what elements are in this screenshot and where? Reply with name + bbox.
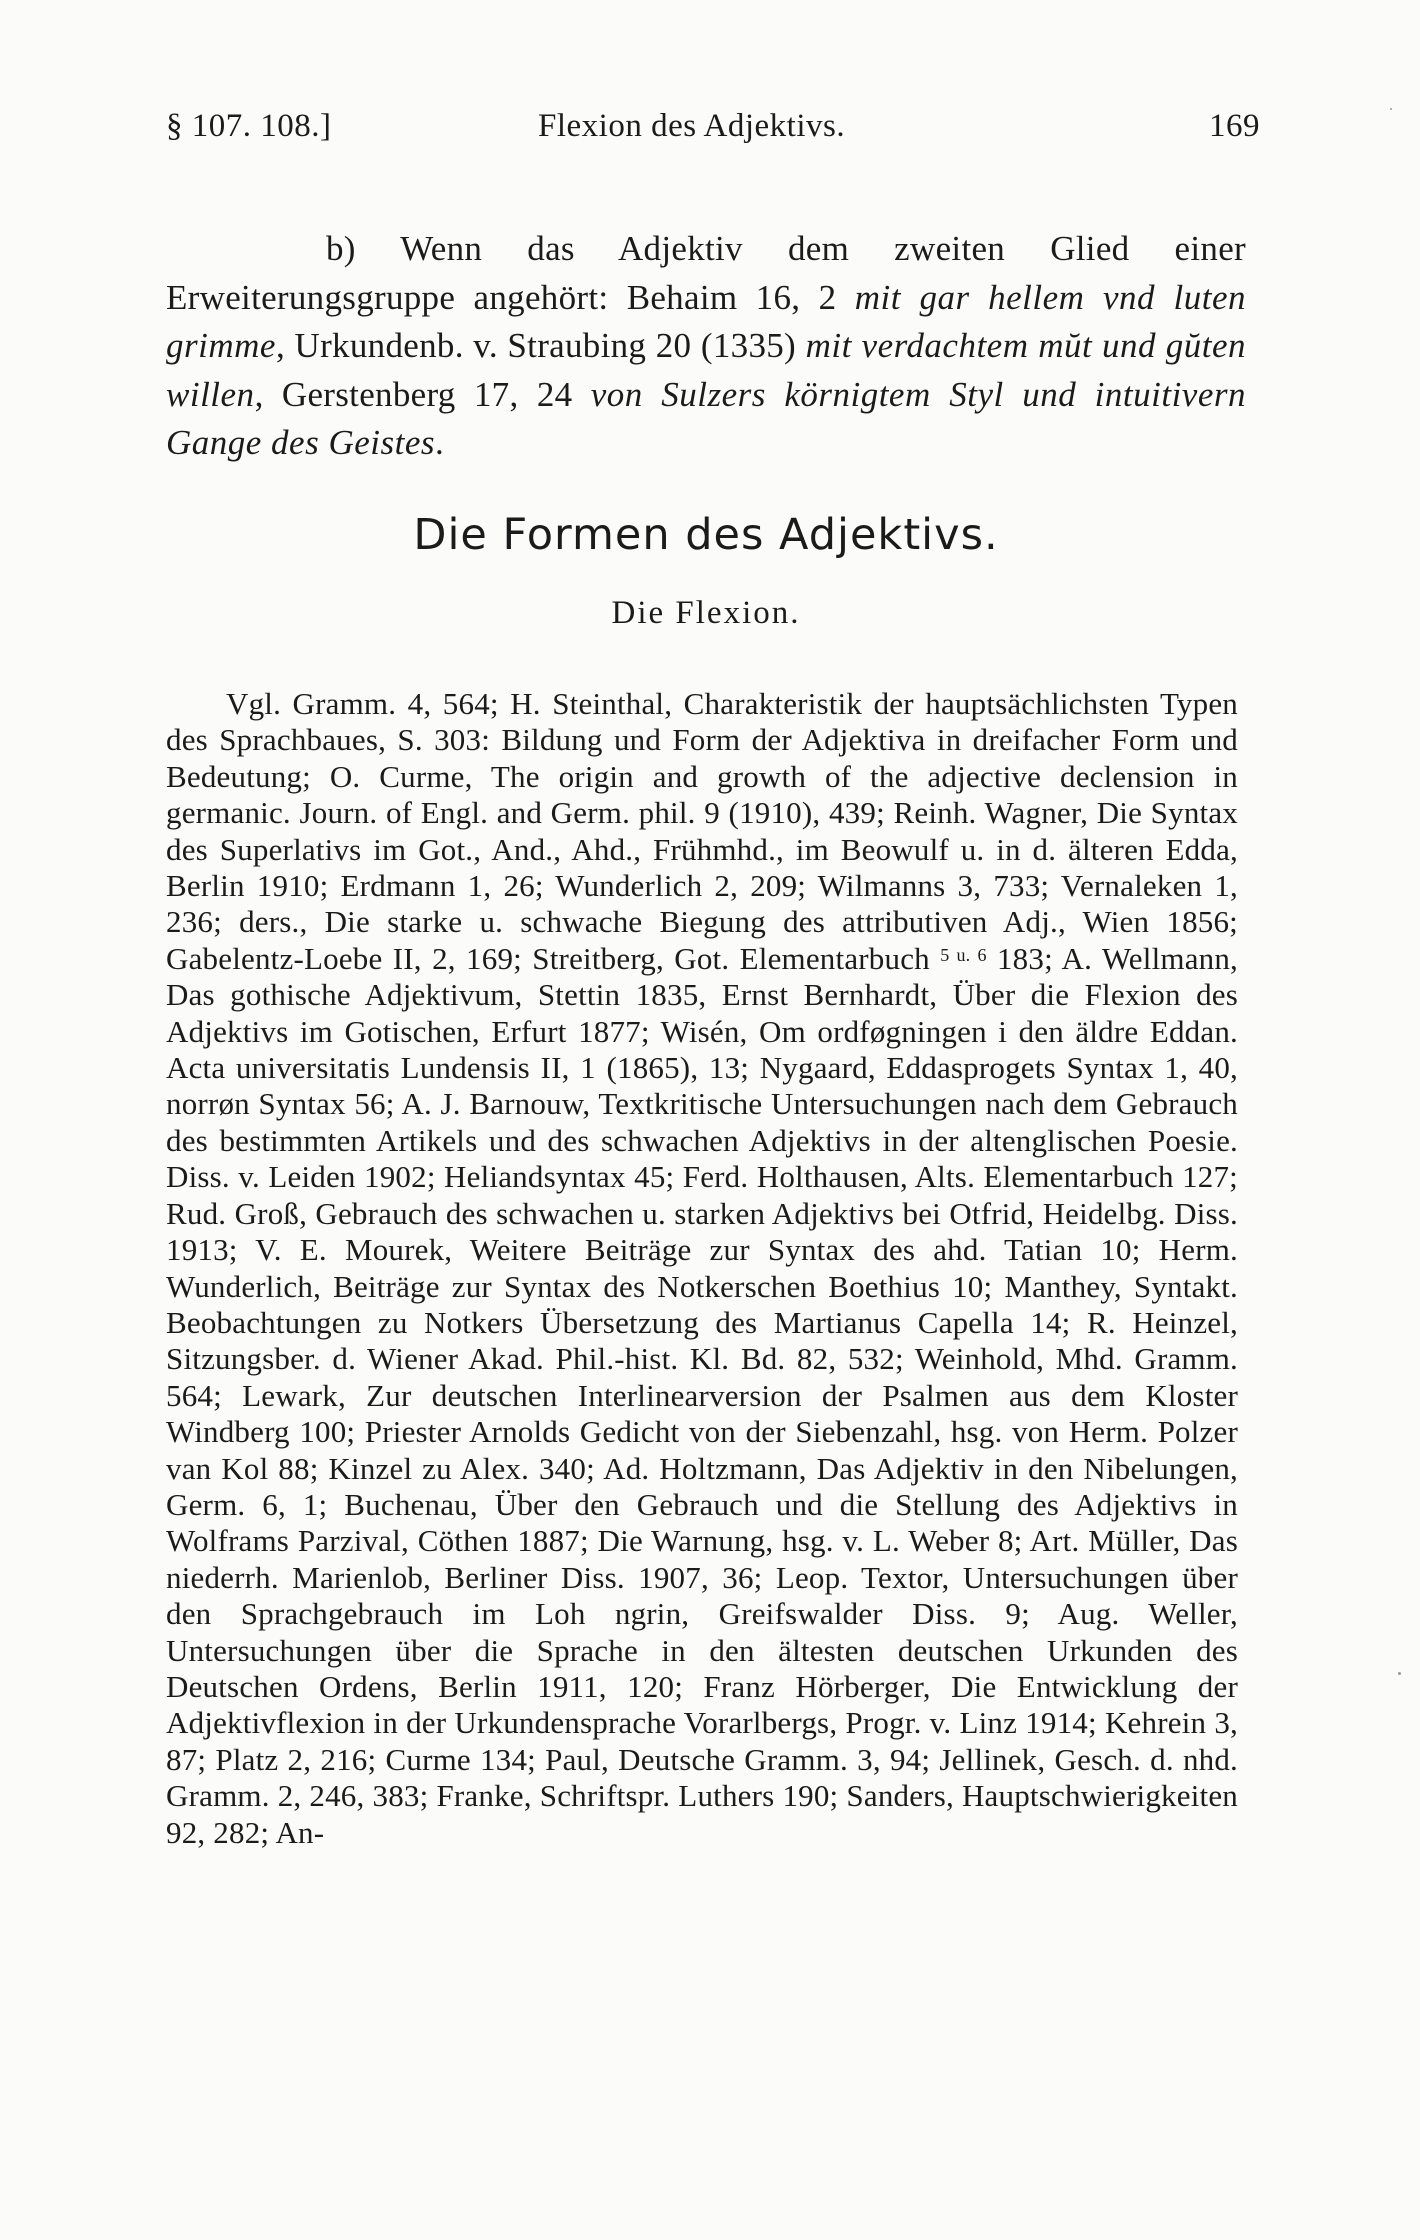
quotation: von Sulzers körnigtem Styl und intuitivern Gange des Geistes — [166, 374, 1246, 462]
section-reference: § 107. 108.] — [166, 108, 332, 144]
text-run: Wenn das Adjektiv dem zweiten Glied einer Erweiterungsgruppe angehört: Behaim 16, 2 — [166, 229, 1246, 317]
paragraph-label: b) — [326, 229, 356, 268]
text-run: , Urkundenb. v. Straubing 20 (1335) — [275, 326, 806, 365]
text-run: . — [435, 423, 445, 462]
bibliography-paragraph — [166, 686, 1238, 1851]
bibliography-text: Vgl. Gramm. 4, 564; H. Steinthal, Charakteristik der hauptsächlichsten Typen des Sprachbaues, S. 303: Bildung und Form der Adjektiva in dreifacher Form und Bedeutung; O. Curme, The origin and growth of the adjective declension in germanic. Journ. of Engl. and Germ. phil. 9 (1910), 439; Reinh. Wagner, Die Syntax des Superlativs im Got., And., Ahd., Frühmhd., im Beowulf u. in d. älteren Edda, Berlin 1910; Erdmann 1, 26; Wunderlich 2, 209; Wilmanns 3, 733; Vernaleken 1, 236; ders., Die starke u. schwache Biegung des attributiven Adj., Wien 1856; Gabelentz-Loebe II, 2, 169; Streitberg, Got. Elementarbuch — [166, 686, 1238, 976]
running-title: Flexion des Adjektivs. — [538, 108, 846, 144]
quotation: mit verdachtem mŭt und gŭten willen — [166, 326, 1246, 414]
bibliography-text: 183; A. Wellmann, Das gothische Adjektivum, Stettin 1835, Ernst Bernhardt, Über die Flexion des Adjektivs im Gotischen, Erfurt 1877; Wisén, Om ordføgningen i den äldre Eddan. Acta universitatis Lundensis II, 1 (1865), 13; Nygaard, Eddasprogets Syntax 1, 40, norrøn Syntax 56; A. J. Barnouw, Textkritische Untersuchungen nach dem Gebrauch des bestimmten Artikels und des schwachen Adjektivs in der altenglischen Poesie. Diss. v. Leiden 1902; Heliandsyntax 45; Ferd. Holthausen, Alts. Elementarbuch 127; Rud. Groß, Gebrauch des schwachen u. starken Adjektivs bei Otfrid, Heidelbg. Diss. 1913; V. E. Mourek, Weitere Beiträge zur Syntax des ahd. Tatian 10; Herm. Wunderlich, Beiträge zur Syntax des Notkerschen Boethius 10; Manthey, Syntakt. Beobachtungen zu Notkers Übersetzung des Martianus Capella 14; R. Heinzel, Sitzungsber. d. Wiener Akad. Phil.-hist. Kl. Bd. 82, 532; Weinhold, Mhd. Gramm. 564; Lewark, Zur deutschen Interlinearversion der Psalmen aus dem Kloster Windberg 100; Priester Arnolds Gedicht von der Siebenzahl, hsg. von Herm. Polzer van Kol 88; Kinzel zu Alex. 340; Ad. Holtzmann, Das Adjektiv in den Nibelungen, Germ. 6, 1; Buchenau, Über den Gebrauch und die Stellung des Adjektivs in Wolframs Parzival, Cöthen 1887; Die Warnung, hsg. v. L. Weber 8; Art. Müller, Das niederrh. Marienlob, Berliner Diss. 1907, 36; Leop. Textor, Untersuchungen über den Sprachgebrauch im Loh ngrin, Greifswalder Diss. 9; Aug. Weller, Untersuchungen über die Sprache in den ältesten deutschen Urkunden des Deutschen Ordens, Berlin 1911, 120; Franz Hörberger, Die Entwicklung der Adjektivflexion in der Urkundensprache Vorarlbergs, Progr. v. Linz 1914; Kehrein 3, 87; Platz 2, 216; Curme 134; Paul, Deutsche Gramm. 3, 94; Jellinek, Gesch. d. nhd. Gramm. 2, 246, 383; Franke, Schriftspr. Luthers 190; Sanders, Hauptschwierigkeiten 92, 282; An- — [166, 940, 1238, 1850]
section-heading: Die Formen des Adjektivs. — [413, 510, 999, 560]
scan-speck — [1398, 1672, 1401, 1675]
section-subheading: Die Flexion. — [611, 595, 801, 631]
scan-speck — [1390, 108, 1392, 110]
quotation: mit gar hellem vnd luten grimme — [166, 277, 1246, 365]
paragraph-b — [166, 225, 1246, 468]
edition-superscript: 5 u. 6 — [940, 944, 987, 965]
running-header — [166, 108, 1260, 148]
text-run: , Gerstenberg 17, 24 — [254, 374, 591, 414]
page-number: 169 — [1209, 108, 1260, 144]
